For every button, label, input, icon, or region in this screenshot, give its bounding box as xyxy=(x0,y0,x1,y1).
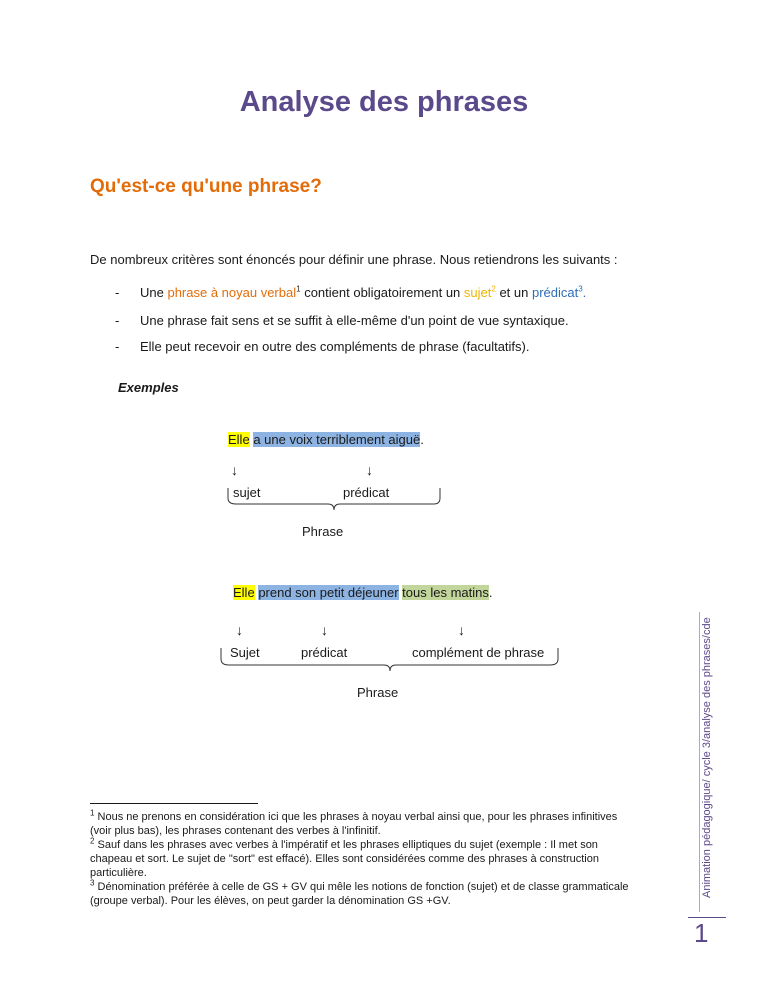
example-1-label-predicate: prédicat xyxy=(343,485,390,500)
footnote-line: Dénomination préférée à celle de GS + GV qui mêle les notions de fonction (sujet) et de classe grammaticale xyxy=(97,881,629,893)
footnote-line: Sauf dans les phrases avec verbes à l'impératif et les phrases elliptiques du sujet (exemple : Il met son xyxy=(97,839,598,851)
bullet-text: . xyxy=(582,285,587,300)
example-1-label-subject: sujet xyxy=(233,485,261,500)
section-heading: Qu'est-ce qu'une phrase? xyxy=(90,176,322,197)
footnote-2-line-2: chapeau et sort. Le sujet de "sort" est effacé). Elles sont considérées comme des phrases à construction xyxy=(90,853,599,865)
footnote-ref: 1 xyxy=(296,284,301,294)
example-2-label-complement: complément de phrase xyxy=(412,645,545,660)
page-number: 1 xyxy=(694,918,709,948)
example-2-end: . xyxy=(488,585,493,600)
footnote-line: Nous ne prenons en considération ici que les phrases à noyau verbal ainsi que, pour les phrases infinitives xyxy=(97,811,618,823)
brace-example-1 xyxy=(228,488,440,510)
arrow-down-icon: ↓ xyxy=(231,462,238,478)
footnote-ref: 3 xyxy=(578,284,583,294)
bullet-dash: - xyxy=(115,313,120,328)
bullet-item-2: Une phrase fait sens et se suffit à elle-même d'un point de vue syntaxique. xyxy=(140,313,569,328)
arrow-down-icon: ↓ xyxy=(321,622,328,638)
term-phrase-noyau-verbal: phrase à noyau verbal xyxy=(167,285,297,300)
footnote-separator xyxy=(90,803,258,804)
footnote-3 xyxy=(90,878,629,893)
footnote-2-line-3: particulière. xyxy=(90,867,147,879)
arrow-down-icon: ↓ xyxy=(236,622,243,638)
footnote-3-line-2: (groupe verbal). Pour les élèves, on peut garder la dénomination GS +GV. xyxy=(90,895,451,907)
example-2-label-phrase: Phrase xyxy=(357,685,399,700)
arrow-down-icon: ↓ xyxy=(366,462,373,478)
footnote-1-line-2: (voir plus bas), les phrases contenant des verbes à l'infinitif. xyxy=(90,825,381,837)
bullet-dash: - xyxy=(115,339,120,354)
bullet-dash: - xyxy=(115,285,120,300)
example-2-subject: Elle xyxy=(233,585,255,600)
bullet-text: et un xyxy=(495,285,532,300)
example-1-predicate: a une voix terriblement aiguë xyxy=(253,432,421,447)
footnote-2 xyxy=(90,836,598,851)
term-predicat: prédicat xyxy=(531,285,579,300)
arrow-down-icon: ↓ xyxy=(458,622,465,638)
footnote-ref: 2 xyxy=(491,284,496,294)
term-sujet: sujet xyxy=(463,285,492,300)
example-1-subject: Elle xyxy=(228,432,250,447)
example-2-label-predicate: prédicat xyxy=(301,645,348,660)
sidebar-divider xyxy=(699,612,700,912)
bullet-text: contient obligatoirement un xyxy=(300,285,464,300)
examples-label: Exemples xyxy=(118,380,179,395)
bullet-text: Une xyxy=(140,285,168,300)
sidebar-footer-text: Animation pédagogique/ cycle 3/analyse des phrases/cde xyxy=(701,617,713,898)
example-1-label-phrase: Phrase xyxy=(302,524,344,539)
bullet-item-3: Elle peut recevoir en outre des compléments de phrase (facultatifs). xyxy=(140,339,530,354)
footnote-number: 2 xyxy=(90,836,95,846)
example-2-complement: tous les matins xyxy=(402,585,489,600)
brace-example-2 xyxy=(221,648,558,671)
example-2-label-subject: Sujet xyxy=(230,645,260,660)
intro-paragraph: De nombreux critères sont énoncés pour définir une phrase. Nous retiendrons les suivants : xyxy=(90,252,618,267)
footnote-1 xyxy=(90,808,618,823)
page-title: Analyse des phrases xyxy=(239,86,529,118)
footnote-number: 1 xyxy=(90,808,95,818)
example-1-end: . xyxy=(420,432,424,447)
footnote-number: 3 xyxy=(90,878,95,888)
example-2-predicate: prend son petit déjeuner xyxy=(258,585,399,600)
